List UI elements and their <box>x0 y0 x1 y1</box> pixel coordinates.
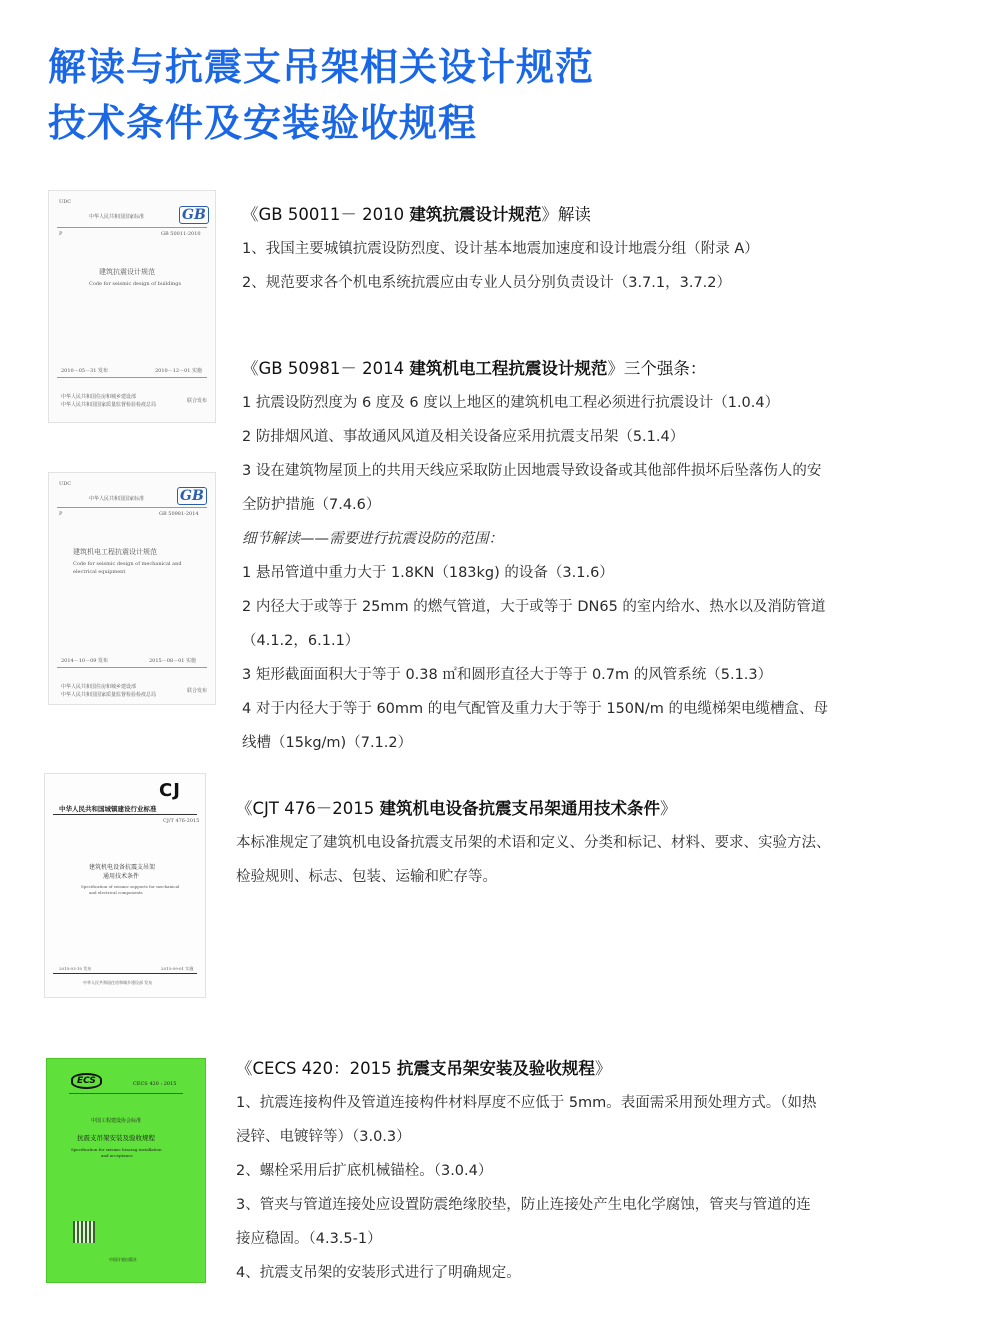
cover-code: GB 50981-2014 <box>159 511 199 517</box>
cover-gb50981 <box>48 472 216 705</box>
cover-cjt476 <box>44 773 206 998</box>
section-line: 4 对于内径大于等于 60mm 的电气配管及重力大于等于 150N/m 的电缆梯架电缆槽盒、母 <box>242 701 829 717</box>
section-line: 2 内径大于或等于 25mm 的燃气管道，大于或等于 DN65 的室内给水、热水以及消防管道 <box>242 599 826 615</box>
cover-cecs420 <box>46 1058 206 1283</box>
section-line: 线槽（15kg/m)（7.1.2） <box>242 735 413 751</box>
section-gb50011 <box>242 198 759 300</box>
detail-heading: 细节解读——需要进行抗震设防的范围： <box>242 531 503 547</box>
section-line: 2 防排烟风道、事故通风风道及相关设备应采用抗震支吊架（5.1.4） <box>242 429 685 445</box>
section-cjt476 <box>236 792 831 894</box>
cover-gb50011 <box>48 190 216 423</box>
section-line: 全防护措施（7.4.6） <box>242 497 381 513</box>
cover-p: P <box>59 231 63 237</box>
cover-name: 建筑抗震设计规范 <box>99 268 155 276</box>
cover-issuer: 中华人民共和国国家标准 <box>89 496 145 502</box>
cover-publisher-1: 中华人民共和国住房和城乡建设部 <box>61 684 137 690</box>
section-heading: 《GB 50981－ 2014 建筑机电工程抗震设计规范》三个强条： <box>242 359 707 378</box>
cover-code: CJ/T 476-2015 <box>163 818 200 824</box>
cover-publisher-2: 中华人民共和国国家质量监督检验检疫总局 <box>61 692 157 698</box>
section-line: 1 抗震设防烈度为 6 度及 6 度以上地区的建筑机电工程必须进行抗震设计（1.0.4） <box>242 395 780 411</box>
section-line: 浸锌、电镀锌等）（3.0.3） <box>236 1129 411 1145</box>
cover-publisher: 中国计划出版社 <box>109 1257 137 1262</box>
cover-issuer: 中华人民共和国国家标准 <box>89 214 145 220</box>
section-gb50981 <box>242 352 828 760</box>
section-line: 1、我国主要城镇抗震设防烈度、设计基本地震加速度和设计地震分组（附录 A） <box>242 241 759 257</box>
cover-joint-release: 联合发布 <box>187 398 208 404</box>
section-line: 1 悬吊管道中重力大于 1.8KN（183kg) 的设备（3.1.6） <box>242 565 614 581</box>
section-heading: 《CECS 420：2015 抗震支吊架安装及验收规程》 <box>236 1059 612 1078</box>
gb-logo-icon: GB <box>177 487 207 505</box>
cover-name: 抗震支吊架安装及验收规程 <box>77 1134 155 1142</box>
cover-english-2: and acceptance <box>101 1153 133 1158</box>
cover-issue-date: 2010－05－31 发布 <box>61 368 109 374</box>
section-heading: 《CJT 476－2015 建筑机电设备抗震支吊架通用技术条件》 <box>236 799 677 818</box>
section-line: 4、抗震支吊架的安装形式进行了明确规定。 <box>236 1265 521 1281</box>
cover-english: Code for seismic design of buildings <box>89 281 182 287</box>
cover-issue-date: 2014－10－09 发布 <box>61 658 109 664</box>
cover-code: CECS 420 : 2015 <box>133 1081 177 1087</box>
page-title-line1: 解读与抗震支吊架相关设计规范 <box>48 45 595 89</box>
cover-name: 建筑机电工程抗震设计规范 <box>73 548 157 556</box>
cover-english-2: and electrical components <box>89 890 143 895</box>
cover-name-1: 建筑机电设备抗震支吊架 <box>89 864 156 871</box>
section-line: 1、抗震连接构件及管道连接构件材料厚度不应低于 5mm。表面需采用预处理方式。（如热 <box>236 1095 817 1111</box>
cover-issuer: 中华人民共和国城镇建设行业标准 <box>59 805 157 813</box>
section-line: 2、规范要求各个机电系统抗震应由专业人员分别负责设计（3.7.1，3.7.2） <box>242 275 732 291</box>
cj-logo-icon: CJ <box>159 780 181 801</box>
section-cecs420 <box>236 1052 817 1290</box>
cover-issue-date: 2015-03-10 发布 <box>59 966 92 971</box>
cover-effective-date: 2015－08－01 实施 <box>149 658 197 664</box>
gb-logo-icon: GB <box>179 206 209 224</box>
cover-english-2: electrical equipment <box>73 569 126 575</box>
cover-issuer: 中国工程建设协会标准 <box>91 1118 142 1124</box>
section-line: 3、管夹与管道连接处应设置防震绝缘胶垫，防止连接处产生电化学腐蚀，管夹与管道的连 <box>236 1197 811 1213</box>
cover-effective-date: 2015-09-01 实施 <box>161 966 194 971</box>
cover-english-1: Code for seismic design of mechanical and <box>73 561 182 567</box>
cover-publisher: 中华人民共和国住房和城乡建设部 发布 <box>83 980 153 985</box>
qr-code-icon <box>73 1221 95 1243</box>
page-title-line2: 技术条件及安装验收规程 <box>48 101 478 145</box>
cover-code: GB 50011-2010 <box>161 231 201 237</box>
section-heading: 《GB 50011－ 2010 建筑抗震设计规范》解读 <box>242 205 591 224</box>
section-line: 检验规则、标志、包装、运输和贮存等。 <box>236 869 497 885</box>
ecs-logo-icon: ECS <box>71 1073 102 1089</box>
cover-effective-date: 2010－12－01 实施 <box>155 368 203 374</box>
cover-publisher-1: 中华人民共和国住房和城乡建设部 <box>61 394 137 400</box>
section-line: 2、螺栓采用后扩底机械锚栓。（3.0.4） <box>236 1163 493 1179</box>
cover-udc: UDC <box>59 199 72 205</box>
section-line: 接应稳固。（4.3.5-1） <box>236 1231 382 1247</box>
section-line: 3 矩形截面面积大于等于 0.38 ㎡和圆形直径大于等于 0.7m 的风管系统（5.1.3） <box>242 667 773 683</box>
cover-p: P <box>59 511 63 517</box>
cover-english-1: Specification for seismic bracing installation <box>71 1147 162 1152</box>
section-line: （4.1.2，6.1.1） <box>242 633 360 649</box>
cover-english-1: Specification of seismic supports for mechanical <box>81 884 180 889</box>
cover-publisher-2: 中华人民共和国国家质量监督检验检疫总局 <box>61 402 157 408</box>
cover-joint-release: 联合发布 <box>187 688 208 694</box>
section-line: 3 设在建筑物屋顶上的共用天线应采取防止因地震导致设备或其他部件损坏后坠落伤人的安 <box>242 463 822 479</box>
cover-name-2: 通用技术条件 <box>103 873 140 880</box>
section-line: 本标准规定了建筑机电设备抗震支吊架的术语和定义、分类和标记、材料、要求、实验方法、 <box>236 835 831 851</box>
cover-udc: UDC <box>59 481 72 487</box>
